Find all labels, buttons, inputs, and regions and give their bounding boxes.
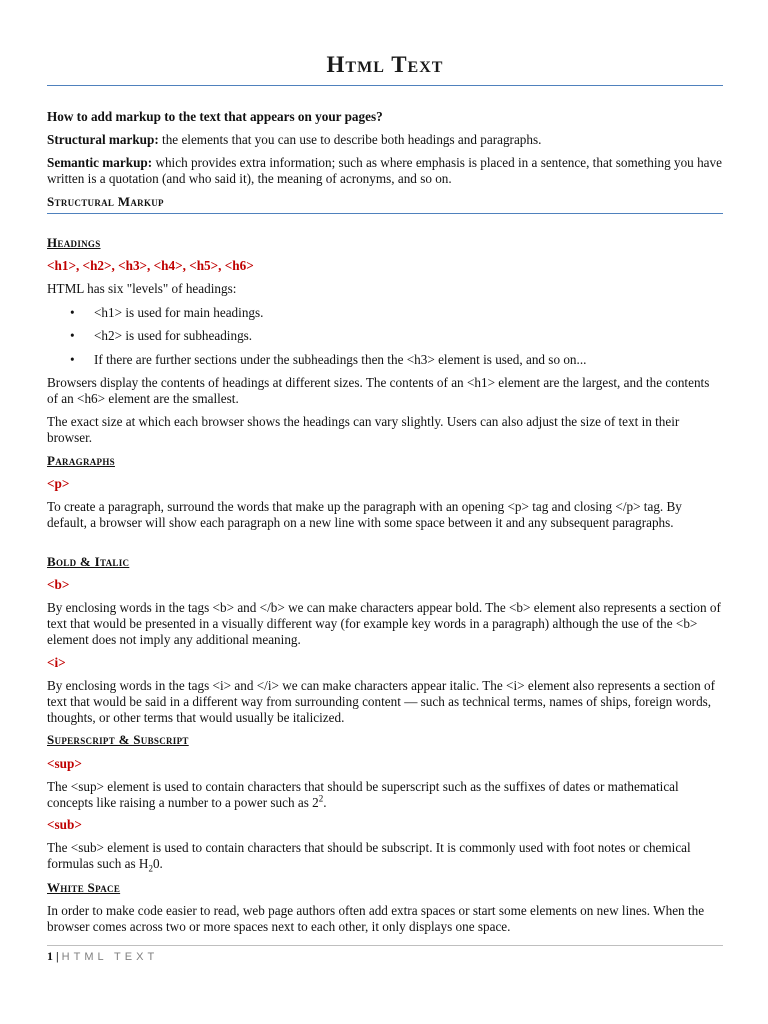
section-heading-structural-markup: Structural Markup [47, 194, 164, 209]
headings-bullet-2: <h2> is used for subheadings. [94, 328, 253, 343]
sup-text-body: The <sup> element is used to contain characters that should be superscript such as the suffixes of dates or mathematical concepts like raising a number to a power such as 2 [47, 779, 679, 810]
footer-divider [47, 945, 723, 946]
sup-text [47, 779, 723, 811]
sup-tag: <sup> [47, 756, 82, 771]
sup-text-end: . [323, 795, 327, 810]
headings-bullet-1: <h1> is used for main headings. [94, 305, 264, 320]
headings-paragraph-1: Browsers display the contents of headings at different sizes. The contents of an <h1> element are the largest, and the contents of an <h6> element are the smallest. [47, 375, 710, 406]
intro-question: How to add markup to the text that appears on your pages? [47, 109, 383, 124]
bold-italic-heading: Bold & Italic [47, 554, 130, 569]
white-space-text: In order to make code easier to read, web page authors often add extra spaces or start some elements on new lines. When the browser comes across two or more spaces next to each other, it only displays one space. [47, 903, 705, 934]
headings-intro: HTML has six "levels" of headings: [47, 281, 237, 296]
bullet-icon: • [70, 352, 75, 367]
semantic-markup-text: which provides extra information; such as where emphasis is placed in a sentence, that something you have written is a quotation (and who said it), the meaning of acronyms, and so on. [47, 155, 722, 186]
structural-markup-text: the elements that you can use to describe both headings and paragraphs. [158, 132, 542, 147]
structural-markup-label: Structural markup: [47, 132, 159, 147]
headings-paragraph-2: The exact size at which each browser shows the headings can vary slightly. Users can also adjust the size of text in their browser. [47, 414, 680, 445]
headings-bullet-3: If there are further sections under the subheadings then the <h3> element is used, and so on... [94, 352, 587, 367]
italic-text: By enclosing words in the tags <i> and </i> we can make characters appear italic. The <i> element also represents a section of text that would be said in a different way from surrounding content — such as technical terms, names of ships, foreign words, thoughts, or other terms that would usually be italicized. [47, 678, 715, 725]
bullet-icon: • [70, 305, 75, 320]
page-number: 1 [47, 949, 53, 963]
page-title: Html Text [326, 52, 444, 77]
sub-index: 2 [148, 863, 153, 874]
paragraphs-heading: Paragraphs [47, 453, 115, 468]
sup-exponent: 2 [318, 793, 324, 804]
paragraphs-text: To create a paragraph, surround the words that make up the paragraph with an opening <p> tag and closing </p> tag. By default, a browser will show each paragraph on a new line with some space between it and any subsequent paragraphs. [47, 499, 682, 530]
title-divider [47, 85, 723, 86]
structural-markup-definition [47, 132, 723, 148]
semantic-markup-label: Semantic markup: [47, 155, 153, 170]
headings-tags: <h1>, <h2>, <h3>, <h4>, <h5>, <h6> [47, 258, 254, 273]
sub-text-end: 0. [152, 856, 163, 871]
italic-tag: <i> [47, 655, 66, 670]
section-divider [47, 213, 723, 214]
page-footer [47, 949, 158, 964]
semantic-markup-definition [47, 155, 723, 187]
white-space-heading: White Space [47, 880, 121, 895]
paragraphs-tag: <p> [47, 476, 70, 491]
headings-heading: Headings [47, 235, 101, 250]
sub-text-body: The <sub> element is used to contain characters that should be subscript. It is commonly used with foot notes or chemical formulas such as H [47, 840, 691, 871]
bold-tag: <b> [47, 577, 70, 592]
bold-text: By enclosing words in the tags <b> and </b> we can make characters appear bold. The <b> element also represents a section of text that would be presented in a visually different way (for example key words in a paragraph) although the use of the <b> element does not imply any additional meaning. [47, 600, 721, 647]
sub-tag: <sub> [47, 817, 82, 832]
bullet-icon: • [70, 328, 75, 343]
footer-title: HTML TEXT [61, 951, 159, 963]
sub-text [47, 840, 723, 872]
footer-separator: | [56, 949, 59, 963]
superscript-subscript-heading: Superscript & Subscript [47, 732, 189, 747]
